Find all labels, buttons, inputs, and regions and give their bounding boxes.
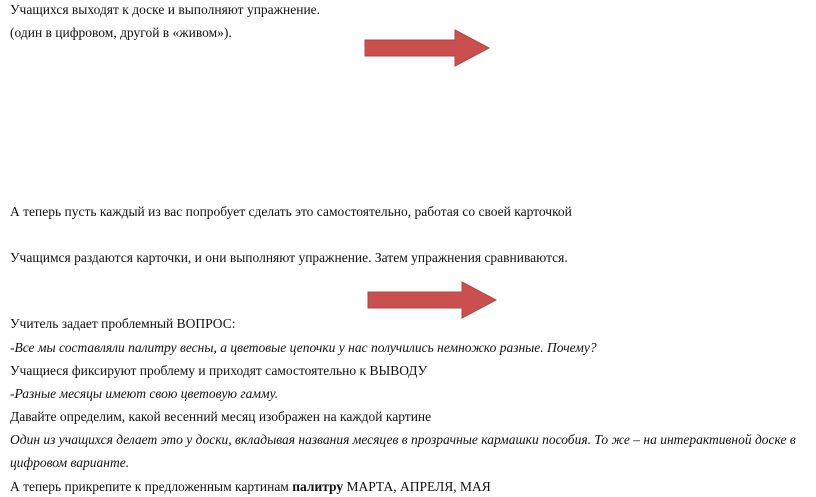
text-line: А теперь пусть каждый из вас попробует сделать это самостоятельно, работая со своей карточкой bbox=[10, 204, 572, 219]
text-line: -Разные месяцы имеют свою цветовую гамму. bbox=[10, 386, 279, 401]
text-line: Один из учащихся делает это у доски, вкладывая названия месяцев в прозрачные кармашки пособия. То же – на интерактивной доске в bbox=[10, 432, 796, 447]
text-line: Учащихся выходят к доске и выполняют упражнение. bbox=[10, 2, 321, 17]
text-part: А теперь прикрепите к предложенным картинам bbox=[10, 479, 293, 494]
text-line: Учитель задает проблемный ВОПРОС: bbox=[10, 316, 236, 331]
bold-word: палитру bbox=[292, 479, 344, 494]
text-line: (один в цифровом, другой в «живом»). bbox=[10, 25, 232, 40]
text-line: Учащиеся фиксируют проблему и приходят самостоятельно к ВЫВОДУ bbox=[10, 363, 428, 378]
text-line: цифровом варианте. bbox=[10, 455, 130, 470]
text-line bbox=[10, 479, 491, 495]
text-line: -Все мы составляли палитру весны, а цветовые цепочки у нас получились немножко разные. Почему? bbox=[10, 340, 597, 355]
right-arrow-icon bbox=[366, 280, 500, 320]
text-line: Давайте определим, какой весенний месяц изображен на каждой картине bbox=[10, 409, 432, 424]
text-part: МАРТА, АПРЕЛЯ, МАЯ bbox=[343, 479, 491, 494]
right-arrow-icon bbox=[363, 28, 493, 68]
text-line: Учащимся раздаются карточки, и они выполняют упражнение. Затем упражнения сравниваются. bbox=[10, 250, 568, 265]
